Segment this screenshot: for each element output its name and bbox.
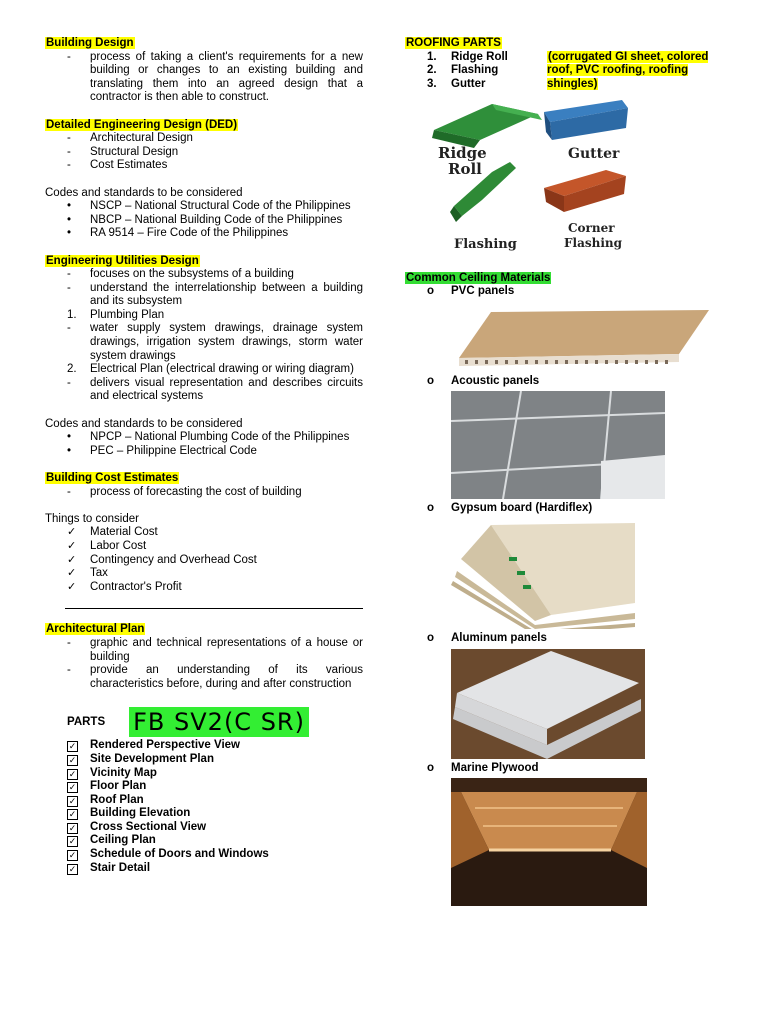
roofing-item: Gutter (451, 77, 486, 90)
list-item: - graphic and technical representations of a house or building (67, 636, 363, 663)
corner-flashing-label: Flashing (564, 235, 623, 250)
acoustic-panel-image (451, 391, 735, 502)
roll-label: Roll (448, 159, 482, 178)
list-item: ✓ Vicinity Map (68, 766, 157, 779)
list-item: • NSCP – National Structural Code of the Philippines (67, 200, 351, 213)
list-item: - understand the interrelationship between a building and its subsystem (67, 281, 363, 308)
pvc-panel-image (451, 302, 735, 375)
roofing-item: Ridge Roll (451, 50, 508, 63)
ceiling-item: o Aluminum panels (427, 632, 735, 762)
checkbox-icon: ✓ (68, 768, 77, 779)
list-item: - provide an understanding of its various characteristics before, during and after construction (67, 664, 363, 690)
list-item: • PEC – Philippine Electrical Code (67, 444, 257, 457)
heading-building-design: Building Design (46, 37, 134, 49)
list-item: ✓ Ceiling Plan (68, 834, 156, 847)
list-item: ✓ Material Cost (67, 526, 158, 539)
heading-ded: Detailed Engineering Design (DED) (46, 118, 238, 131)
ceiling-item: o PVC panels (427, 285, 735, 375)
parts-list (45, 739, 363, 875)
ridge-label: Ridge (438, 143, 487, 162)
list-item: - focuses on the subsystems of a building (67, 268, 294, 281)
checkbox-icon: ✓ (68, 836, 77, 847)
right-column: ROOFING PARTS 1. Ridge Roll 2. Flashing 3. Gutter (corrugated GI sheet, colored roof, PVC roofing, roofing shingles) Ridge Roll Gutter Flashing Corner Flashing Common Ceiling Materials o PVC panels o Acoustic panels o Gypsum board (Hardiflex) o Aluminum panels o Marine Plywood (405, 37, 735, 909)
list-item: - delivers visual representation and describes circuits and electrical systems (67, 376, 363, 403)
list-item: ✓ Rendered Perspective View (68, 739, 240, 752)
consider-intro: Things to consider (45, 512, 139, 525)
ceiling-item: o Acoustic panels (427, 375, 735, 503)
list-item: ✓ Schedule of Doors and Windows (68, 848, 269, 861)
list-item: 2. Electrical Plan (electrical drawing or wiring diagram) (67, 363, 354, 376)
list-item: ✓ Labor Cost (67, 539, 147, 552)
gutter-label: Gutter (568, 145, 620, 162)
list-item: • NBCP – National Building Code of the Philippines (67, 213, 343, 226)
list-item: ✓ Contingency and Overhead Cost (67, 553, 257, 566)
list-item: ✓ Floor Plan (68, 780, 147, 793)
codes-intro: Codes and standards to be considered (45, 186, 243, 199)
heading-bce: Building Cost Estimates (46, 472, 179, 484)
list-item: ✓ Tax (67, 567, 108, 580)
list-item: - water supply system drawings, drainage system drawings, irrigation system drawings, storm water system drawings (67, 322, 363, 362)
list-item: • NPCP – National Plumbing Code of the Philippines (67, 431, 350, 444)
list-item: ✓ Site Development Plan (68, 752, 214, 765)
roofing-item: Flashing (451, 64, 499, 77)
codes-intro: Codes and standards to be considered (45, 417, 243, 430)
list-item: - process of taking a client's requirements for a new building or changes to an existing building and translating them into an agreed design that a contractor is then able to construct. (67, 50, 363, 104)
checkbox-icon: ✓ (68, 863, 77, 874)
list-item: - process of forecasting the cost of building (67, 485, 302, 498)
list-item: ✓ Contractor's Profit (67, 580, 182, 593)
heading-roofing-parts: ROOFING PARTS (406, 37, 501, 49)
checkbox-icon: ✓ (68, 809, 77, 820)
list-item: ✓ Stair Detail (68, 861, 151, 874)
list-item: 1. Plumbing Plan (67, 308, 165, 321)
ceiling-item: o Gypsum board (Hardiflex) (427, 502, 735, 632)
flashing-label: Flashing (454, 236, 517, 252)
list-item: ✓ Cross Sectional View (68, 820, 207, 833)
left-column (45, 37, 363, 875)
checkbox-icon: ✓ (68, 754, 77, 765)
ceiling-item: o Marine Plywood (427, 762, 735, 910)
checkbox-icon: ✓ (68, 822, 77, 833)
gypsum-board-image (451, 519, 735, 632)
handwritten-stamp: FB SV2(C SR) (129, 707, 309, 737)
checkbox-icon: ✓ (68, 782, 77, 793)
roofing-parts-figure (432, 98, 638, 258)
list-item: ✓ Roof Plan (68, 793, 144, 806)
checkbox-icon: ✓ (68, 741, 77, 752)
heading-eud: Engineering Utilities Design (46, 254, 199, 267)
checkbox-icon: ✓ (68, 850, 77, 861)
corner-label: Corner (568, 220, 615, 235)
list-item: - Cost Estimates (67, 159, 168, 172)
roofing-note: (corrugated GI sheet, colored roof, PVC roofing, roofing shingles) (547, 50, 709, 90)
divider (65, 608, 363, 609)
heading-ceiling-materials: Common Ceiling Materials (406, 271, 551, 284)
parts-label: PARTS (67, 716, 106, 729)
checkbox-icon: ✓ (68, 795, 77, 806)
heading-architectural-plan: Architectural Plan (46, 623, 145, 636)
marine-plywood-image (451, 778, 735, 909)
aluminum-panel-image (451, 649, 735, 762)
list-item: ✓ Building Elevation (68, 807, 191, 820)
list-item: • RA 9514 – Fire Code of the Philippines (67, 227, 289, 240)
list-item: - Structural Design (67, 145, 179, 158)
list-item: - Architectural Design (67, 132, 193, 145)
